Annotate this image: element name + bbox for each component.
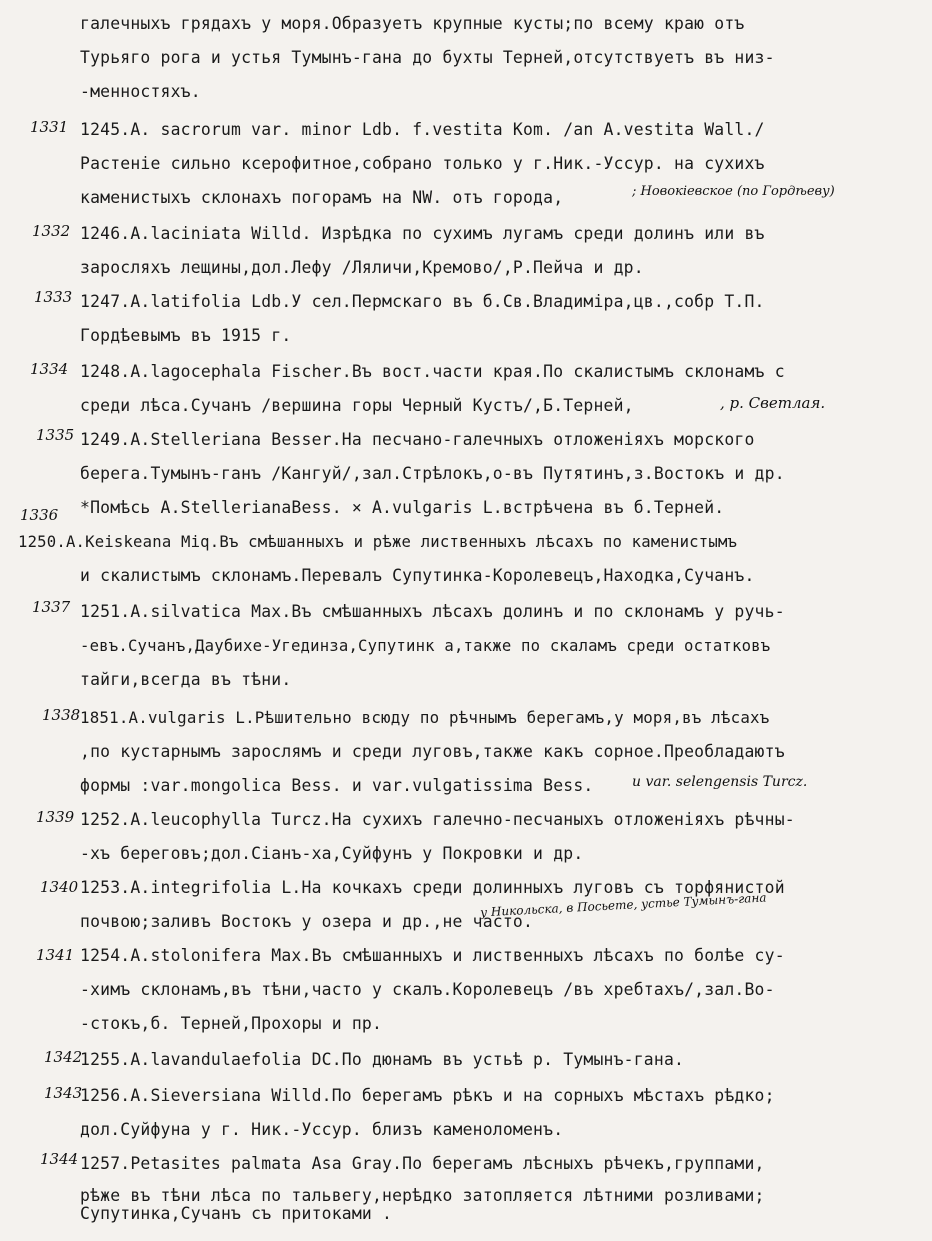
text-line-21: 1851.A.vulgaris L.Рѣшительно всюду по рѣчнымъ берегамъ,у моря,въ лѣсахъ <box>80 708 770 727</box>
text-line-27: почвою;заливъ Востокъ у озера и др.,не часто. <box>80 912 534 931</box>
margin-number-1337: 1337 <box>32 598 71 616</box>
text-line-7: 1246.A.laciniata Willd. Изрѣдка по сухимъ лугамъ среди долинъ или въ <box>80 224 765 243</box>
text-line-36: Супутинка,Сучанъ съ притоками . <box>80 1204 393 1223</box>
margin-number-1338: 1338 <box>42 706 81 724</box>
margin-number-1339: 1339 <box>36 808 75 826</box>
text-line-9: 1247.A.latifolia Ldb.У сел.Пермскаго въ б.Св.Владимiра,цв.,собр Т.П. <box>80 292 765 311</box>
margin-number-1331: 1331 <box>30 118 69 136</box>
text-line-1: галечныхъ грядахъ у моря.Образуетъ крупные кусты;по всему краю отъ <box>80 14 745 33</box>
margin-number-1333: 1333 <box>34 288 73 306</box>
margin-number-1344: 1344 <box>40 1150 79 1168</box>
text-line-22: ,по кустарнымъ зарослямъ и среди луговъ,также какъ сорное.Преобладаютъ <box>80 742 785 761</box>
margin-number-1341: 1341 <box>36 946 75 964</box>
text-line-29: -химъ склонамъ,въ тѣни,часто у скалъ.Королевецъ /въ хребтахъ/,зал.Во- <box>80 980 775 999</box>
margin-number-1336: 1336 <box>20 506 59 524</box>
text-line-34: 1257.Petasites palmata Asa Gray.По берегамъ лѣсныхъ рѣчекъ,группами, <box>80 1154 765 1173</box>
text-line-12: среди лѣса.Сучанъ /вершина горы Черный Кустъ/,Б.Терней, <box>80 396 634 415</box>
text-line-17: и скалистымъ склонамъ.Перевалъ Супутинка-Королевецъ,Находка,Сучанъ. <box>80 566 755 585</box>
text-line-26: 1253.A.integrifolia L.На кочкахъ среди долинныхъ луговъ съ торфянистой <box>80 878 785 897</box>
margin-number-1342: 1342 <box>44 1048 83 1066</box>
text-line-2: Турьяго рога и устья Тумынъ-гана до бухты Терней,отсутствуетъ въ низ- <box>80 48 775 67</box>
text-line-24: 1252.A.leucophylla Turcz.На сухихъ галечно-песчаныхъ отложенiяхъ рѣчны- <box>80 810 795 829</box>
text-line-10: Гордѣевымъ въ 1915 г. <box>80 326 292 345</box>
text-line-23: формы :var.mongolica Bess. и var.vulgatissima Bess. <box>80 776 594 795</box>
handwritten-note-selengensis: и var. selengensis Turcz. <box>632 774 808 790</box>
text-line-25: -хъ береговъ;дол.Сiанъ-ха,Суйфунъ у Покровки и др. <box>80 844 584 863</box>
text-line-11: 1248.A.lagocephala Fischer.Въ вост.части края.По скалистымъ склонамъ с <box>80 362 785 381</box>
text-line-3: -менностяхъ. <box>80 82 201 101</box>
text-line-19: -евъ.Сучанъ,Даубихе-Угединза,Супутинк а,также по скаламъ среди остатковъ <box>80 637 771 655</box>
text-line-33: дол.Суйфуна у г. Ник.-Уссур. близъ каменоломенъ. <box>80 1120 564 1139</box>
text-line-18: 1251.A.silvatica Max.Въ смѣшанныхъ лѣсахъ долинъ и по склонамъ у ручь- <box>80 602 785 621</box>
text-line-31: 1255.A.lavandulaefolia DC.По дюнамъ въ устьѣ р. Тумынъ-гана. <box>80 1050 685 1069</box>
text-line-32: 1256.A.Sieversiana Willd.По берегамъ рѣкъ и на сорныхъ мѣстахъ рѣдко; <box>80 1086 775 1105</box>
margin-number-1334: 1334 <box>30 360 69 378</box>
handwritten-note-svetlaya: , р. Светлая. <box>720 394 826 412</box>
text-line-20: тайги,всегда въ тѣни. <box>80 670 292 689</box>
text-line-35: рѣже въ тѣни лѣса по тальвегу,нерѣдко затопляется лѣтними розливами; <box>80 1186 765 1205</box>
text-line-4: 1245.A. sacrorum var. minor Ldb. f.vestita Kom. /an A.vestita Wall./ <box>80 120 765 139</box>
text-line-8: заросляхъ лещины,дол.Лефу /Ляличи,Кремово/,Р.Пейча и др. <box>80 258 644 277</box>
margin-number-1343: 1343 <box>44 1084 83 1102</box>
text-line-5: Растенiе сильно ксерофитное,собрано только у г.Ник.-Уссур. на сухихъ <box>80 154 765 173</box>
margin-number-1340: 1340 <box>40 878 79 896</box>
text-line-6: каменистыхъ склонахъ погорамъ на NW. отъ города, <box>80 188 564 207</box>
margin-number-1335: 1335 <box>36 426 75 444</box>
text-line-13: 1249.A.Stelleriana Besser.На песчано-галечныхъ отложенiяхъ морского <box>80 430 755 449</box>
margin-number-1332: 1332 <box>32 222 71 240</box>
text-line-14: берега.Тумынъ-ганъ /Кангуй/,зал.Стрѣлокъ,о-въ Путятинъ,з.Востокъ и др. <box>80 464 785 483</box>
text-line-30: -стокъ,б. Терней,Прохоры и пр. <box>80 1014 383 1033</box>
text-line-16: 1250.A.Keiskeana Miq.Въ смѣшанныхъ и рѣже лиственныхъ лѣсахъ по каменистымъ <box>18 533 738 551</box>
text-line-28: 1254.A.stolonifera Max.Въ смѣшанныхъ и лиственныхъ лѣсахъ по болѣе су- <box>80 946 785 965</box>
handwritten-note-novokievskoe: ; Новокiевское (по Гордѣеву) <box>632 184 835 199</box>
text-line-15: *Помѣсь A.StellerianaBess. × A.vulgaris L.встрѣчена въ б.Терней. <box>80 498 725 517</box>
handwritten-note-nikolsk: у Никольска, в Посьете, устье Тумынъ-гана <box>479 890 767 920</box>
